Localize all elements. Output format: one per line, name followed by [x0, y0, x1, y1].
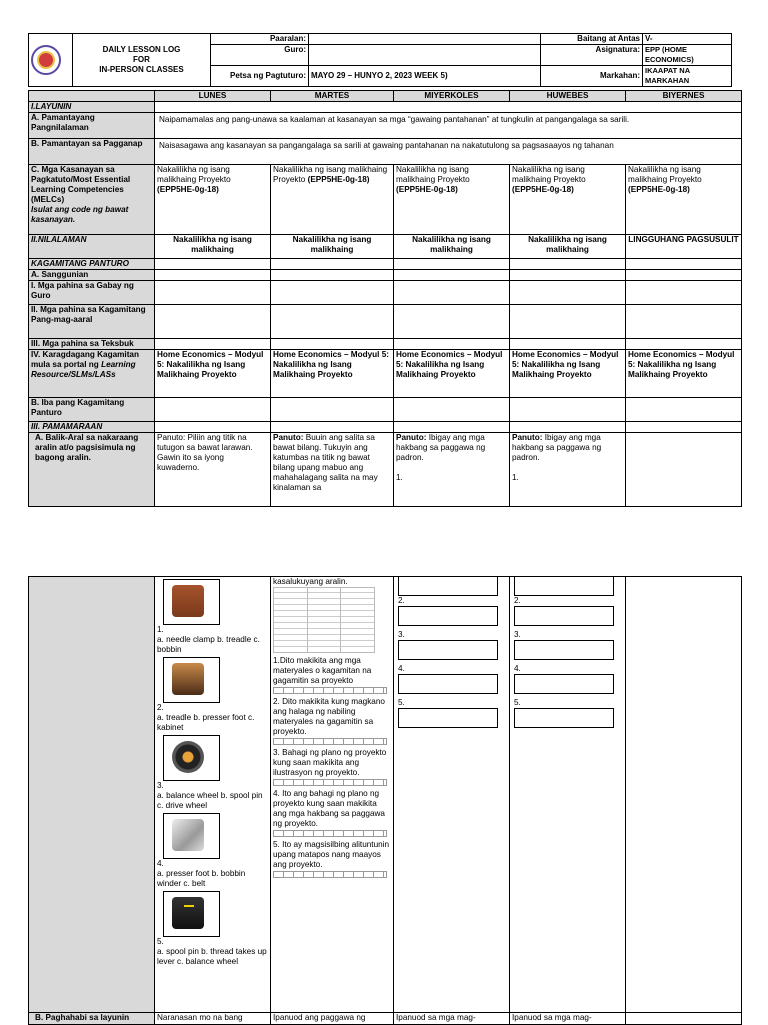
quiz-lunes	[155, 577, 271, 1013]
melc-text: Nakalilikha ng isang malikhaing Proyekto	[273, 165, 388, 184]
item-number: 1.	[396, 473, 403, 482]
pagganap-label: B. Pamantayan sa Pagganap	[29, 139, 155, 165]
pagganap-text: Naisasagawa ang kasanayan sa pangangalaga sa sarili at gawaing pantahanan na nakatutulong sa pagsasaayos ng tahanan	[155, 139, 742, 165]
quiz-item	[157, 657, 268, 733]
baitang-value: V-	[643, 34, 732, 45]
answer-boxes	[273, 738, 387, 745]
karagdagang-lunes: Home Economics – Modyul 5: Nakalilikha ng Isang Malikhaing Proyekto	[155, 350, 271, 398]
header	[28, 33, 732, 87]
day-martes: MARTES	[271, 91, 394, 102]
melc-text: Nakalilikha ng isang malikhaing Proyekto	[396, 165, 470, 184]
nilalaman-label: II.NILALAMAN	[29, 235, 155, 259]
balik-label-continued	[29, 577, 155, 1013]
guro-label: Guro:	[211, 45, 309, 66]
answer-box	[398, 606, 498, 626]
sewing-part-image	[163, 813, 220, 859]
balik-martes	[271, 433, 394, 507]
tue-item: 3. Bahagi ng plano ng proyekto kung saan makikita ang ilustrasyon ng proyekto.	[273, 748, 387, 777]
corner-cell	[29, 91, 155, 102]
item-number: 3.	[157, 781, 164, 790]
answer-box	[398, 674, 498, 694]
asignatura-value: EPP (HOME ECONOMICS)	[643, 45, 732, 66]
answer-box	[514, 674, 614, 694]
lesson-table	[28, 90, 742, 507]
asignatura-label: Asignatura:	[541, 45, 643, 66]
teksbuk-label: III. Mga pahina sa Teksbuk	[29, 339, 155, 350]
nilalaman-martes: Nakalilikha ng isang malikhaing	[271, 235, 394, 259]
karagdagang-label-b: Learning Resource/SLMs/LASs	[31, 360, 136, 379]
balik-biyernes	[626, 433, 742, 507]
item-number: 2.	[398, 596, 405, 605]
melc-huwebes	[510, 165, 626, 235]
dll-title	[73, 34, 211, 87]
quiz-martes	[271, 577, 394, 1013]
melc-label	[29, 165, 155, 235]
balik-lunes: Panuto: Piliin ang titik na tutugon sa bawat larawan. Gawin ito sa iyong kuwaderno.	[155, 433, 271, 507]
melc-text: Nakalilikha ng isang malikhaing Proyekto	[512, 165, 586, 184]
pamamaraan-label: III. PAMAMARAAN	[29, 422, 155, 433]
panuto-label: Panuto:	[512, 433, 543, 442]
nilalaman-miyerkoles: Nakalilikha ng isang malikhaing	[394, 235, 510, 259]
quiz-item	[157, 735, 268, 811]
answer-boxes	[273, 779, 387, 786]
sewing-part-image	[163, 579, 220, 625]
iba-label: B. Iba pang Kagamitang Panturo	[29, 398, 155, 422]
answer-box	[514, 708, 614, 728]
item-number: 1.	[512, 473, 519, 482]
item-number: 5.	[157, 937, 164, 946]
paghahabi-label: B. Paghahabi sa layunin	[29, 1013, 155, 1025]
item-choices: a. treadle b. presser foot c. kabinet	[157, 713, 255, 732]
nilalaman-biyernes: LINGGUHANG PAGSUSULIT	[626, 235, 742, 259]
paghahabi-martes: Ipanuod ang paggawa ng	[271, 1013, 394, 1025]
answer-box	[514, 577, 614, 596]
paaralan-label: Paaralan:	[211, 34, 309, 45]
panuto-label: Panuto:	[273, 433, 304, 442]
balik-label: A. Balik-Aral sa nakaraang aralin at/o pagsisimula ng bagong aralin.	[29, 433, 155, 507]
paghahabi-lunes: Naranasan mo na bang	[155, 1013, 271, 1025]
answer-box	[398, 708, 498, 728]
tue-item: 1.Dito makikita ang mga materyales o kagamitan na gagamitin sa proyekto	[273, 656, 372, 685]
title-line-2: FOR	[133, 55, 150, 64]
balik-huwebes-text: Ibigay ang mga hakbang sa paggawa ng padron.	[512, 433, 602, 462]
day-huwebes: HUWEBES	[510, 91, 626, 102]
petsa-value: MAYO 29 – HUNYO 2, 2023 WEEK 5)	[309, 66, 541, 87]
item-number: 4.	[514, 664, 521, 673]
karagdagang-label-a: IV. Karagdagang Kagamitan mula sa portal ng	[31, 350, 139, 369]
karagdagang-miyerkoles: Home Economics – Modyul 5: Nakalilikha ng Isang Malikhaing Proyekto	[394, 350, 510, 398]
nilalaman-lunes: Nakalilikha ng isang malikhaing	[155, 235, 271, 259]
answer-boxes	[273, 871, 387, 878]
tue-item: 5. Ito ay magsisilbing alituntunin upang matapos nang maayos ang proyekto.	[273, 840, 390, 869]
item-choices: a. needle clamp b. treadle c. bobbin	[157, 635, 260, 654]
melc-code: (EPP5HE-0g-18)	[396, 185, 458, 194]
paghahabi-miyerkoles: Ipanuod sa mga mag-	[394, 1013, 510, 1025]
karagdagang-label	[29, 350, 155, 398]
paghahabi-biyernes	[626, 1013, 742, 1025]
item-number: 1.	[157, 625, 164, 634]
answer-boxes	[273, 687, 387, 694]
school-seal	[29, 34, 73, 87]
melc-label-text: C. Mga Kasanayan sa Pagkatuto/Most Essential Learning Competencies (MELCs)	[31, 165, 131, 204]
melc-note: Isulat ang code ng bawat kasanayan.	[31, 205, 129, 224]
item-choices: a. presser foot b. bobbin winder c. belt	[157, 869, 246, 888]
karagdagang-biyernes: Home Economics – Modyul 5: Nakalilikha ng Isang Malikhaing Proyekto	[626, 350, 742, 398]
answer-boxes	[273, 830, 387, 837]
kagamitan-label: KAGAMITANG PANTURO	[29, 259, 155, 270]
guro-value	[309, 45, 541, 66]
quiz-biyernes	[626, 577, 742, 1013]
steps-huwebes	[510, 577, 626, 1013]
item-number: 3.	[514, 630, 521, 639]
paghahabi-huwebes: Ipanuod sa mga mag-	[510, 1013, 626, 1025]
quiz-item	[157, 891, 268, 967]
melc-text: Nakalilikha ng isang malikhaing Proyekto	[628, 165, 702, 184]
tue-item: 4. Ito ang bahagi ng plano ng proyekto kung saan makikita ang mga hakbang sa paggawa ng proyekto.	[273, 789, 385, 828]
deped-seal-icon	[31, 45, 61, 75]
melc-martes	[271, 165, 394, 235]
item-number: 5.	[514, 698, 521, 707]
item-choices: a. spool pin b. thread takes up lever c. balance wheel	[157, 947, 267, 966]
answer-box	[514, 606, 614, 626]
item-number: 2.	[157, 703, 164, 712]
kagamitan-pang-label: II. Mga pahina sa Kagamitang Pang-mag-aaral	[29, 305, 155, 339]
quiz-item	[157, 579, 268, 655]
item-number: 3.	[398, 630, 405, 639]
answer-box	[398, 640, 498, 660]
karagdagang-huwebes: Home Economics – Modyul 5: Nakalilikha ng Isang Malikhaing Proyekto	[510, 350, 626, 398]
item-number: 4.	[157, 859, 164, 868]
markahan-value: IKAAPAT NA MARKAHAN	[643, 66, 732, 87]
balik-martes-text: Buuin ang salita sa bawat bilang. Tukuyin ang katumbas na titik ng bawat bilang upang mabuo ang mahahalagang salita na may kinalaman sa	[273, 433, 378, 492]
paaralan-value	[309, 34, 541, 45]
tue-continued-text: kasalukuyang aralin.	[273, 577, 348, 586]
day-lunes: LUNES	[155, 91, 271, 102]
title-line-3: IN-PERSON CLASSES	[99, 65, 184, 74]
item-number: 2.	[514, 596, 521, 605]
baitang-label: Baitang at Antas	[541, 34, 643, 45]
item-number: 4.	[398, 664, 405, 673]
panuto-label: Panuto:	[396, 433, 427, 442]
pamantayang-text: Naipamamalas ang pang-unawa sa kaalaman at kasanayan sa mga “gawaing pantahanan” at tungkulin at pangangalaga sa sarili.	[155, 113, 742, 139]
sewing-part-image	[163, 657, 220, 703]
melc-miyerkoles	[394, 165, 510, 235]
title-line-1: DAILY LESSON LOG	[102, 45, 181, 54]
pamantayang-label: A. Pamantayang Pangnilalaman	[29, 113, 155, 139]
balik-miyerkoles-text: Ibigay ang mga hakbang sa paggawa ng padron.	[396, 433, 486, 462]
gabay-label: I. Mga pahina sa Gabay ng Guro	[29, 281, 155, 305]
petsa-label: Petsa ng Pagtuturo:	[211, 66, 309, 87]
number-letter-key	[273, 587, 375, 653]
melc-biyernes	[626, 165, 742, 235]
layunin-blank	[155, 102, 742, 113]
melc-code: (EPP5HE-0g-18)	[628, 185, 690, 194]
answer-box	[514, 640, 614, 660]
markahan-label: Markahan:	[541, 66, 643, 87]
day-miyerkoles: MIYERKOLES	[394, 91, 510, 102]
balik-huwebes	[510, 433, 626, 507]
balik-miyerkoles	[394, 433, 510, 507]
melc-text: Nakalilikha ng isang malikhaing Proyekto	[157, 165, 231, 184]
layunin-label: I.LAYUNIN	[29, 102, 155, 113]
nilalaman-huwebes: Nakalilikha ng isang malikhaing	[510, 235, 626, 259]
melc-lunes	[155, 165, 271, 235]
answer-box	[398, 577, 498, 596]
item-choices: a. balance wheel b. spool pin c. drive wheel	[157, 791, 263, 810]
quiz-item	[157, 813, 268, 889]
melc-code: (EPP5HE-0g-18)	[512, 185, 574, 194]
melc-code: (EPP5HE-0g-18)	[157, 185, 219, 194]
tue-item: 2. Dito makikita kung magkano ang halaga ng nabiling materyales na gagamitin sa proyekto.	[273, 697, 385, 736]
steps-miyerkoles	[394, 577, 510, 1013]
sewing-part-image	[163, 735, 220, 781]
melc-code: (EPP5HE-0g-18)	[307, 175, 370, 184]
karagdagang-martes: Home Economics – Modyul 5: Nakalilikha ng Isang Malikhaing Proyekto	[271, 350, 394, 398]
sewing-part-image	[163, 891, 220, 937]
sanggunian-label: A. Sanggunian	[29, 270, 155, 281]
lesson-table-continued	[28, 576, 742, 1025]
day-biyernes: BIYERNES	[626, 91, 742, 102]
item-number: 5.	[398, 698, 405, 707]
